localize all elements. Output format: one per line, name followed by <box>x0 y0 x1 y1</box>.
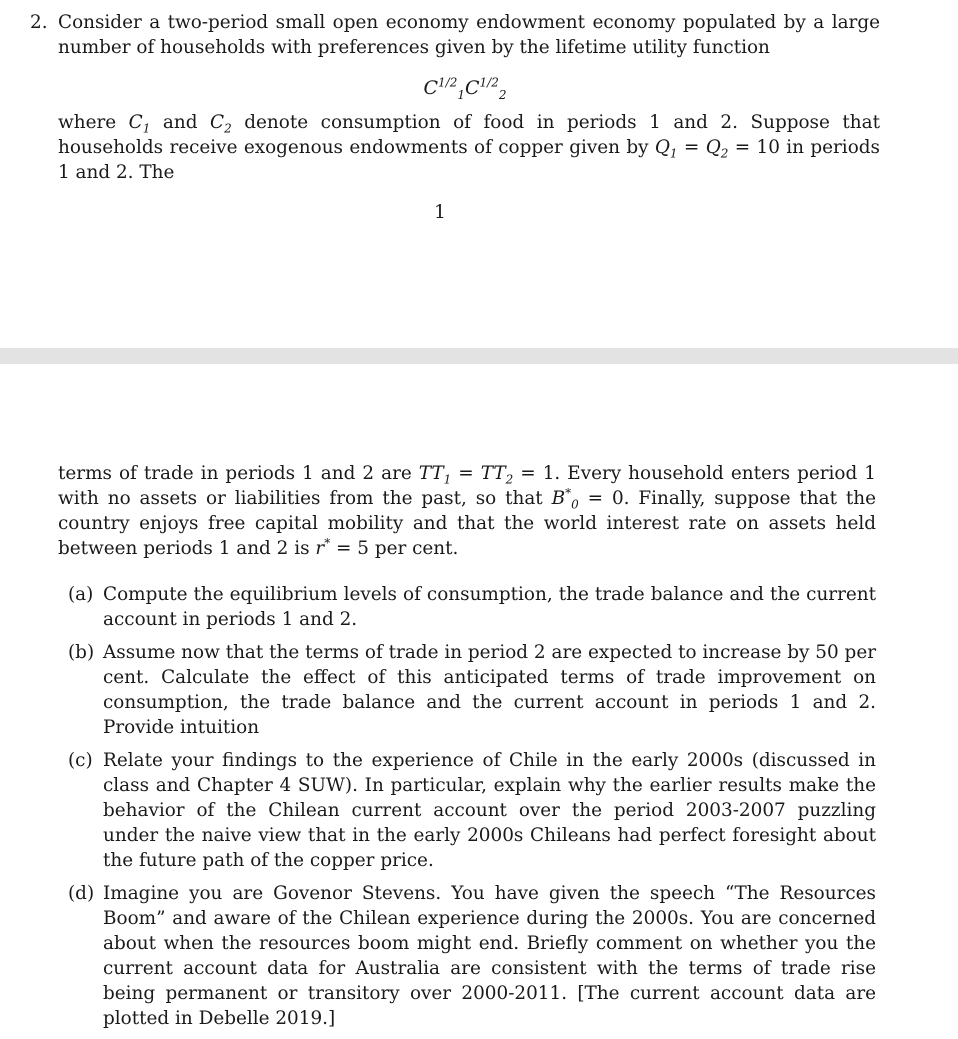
b0-symbol: B <box>551 488 566 509</box>
utility-c1-exponent: 1/2 <box>438 75 458 90</box>
part-a <box>68 582 876 632</box>
part-label: (c) <box>68 750 93 771</box>
cont-text-1: terms of trade in periods 1 and 2 are <box>58 463 419 484</box>
part-label: (a) <box>68 584 94 605</box>
where-c1-symbol: C <box>128 112 143 133</box>
utility-function <box>30 74 880 102</box>
page-break <box>0 348 958 364</box>
q2-subscript: 2 <box>720 146 729 161</box>
utility-c2: C <box>465 77 480 99</box>
tt2 <box>480 463 514 487</box>
q1-subscript: 1 <box>669 146 678 161</box>
question-parts <box>68 582 876 1039</box>
part-label: (d) <box>68 883 95 904</box>
cont-text-4: = 5 per cent. <box>330 538 459 559</box>
r-superscript: * <box>324 535 331 550</box>
tt1 <box>418 463 452 487</box>
intro-text: Consider a two-period small open economy endowment economy populated by a large number of households with preferences given by the lifetime utility function <box>58 12 880 58</box>
endowment-value: = 10 in periods 1 and 2. The <box>58 137 880 183</box>
cont-text-3: = 0. Finally, suppose that the country enjoys free capital mobility and that the world interest rate on assets held between periods 1 and 2 is <box>58 488 876 559</box>
part-text: Relate your findings to the experience of Chile in the early 2000s (discussed in class and Chapter 4 SUW). In particular, explain why the earlier results make the behavior of the Chilean current account over the period 2003-2007 puzzling under the naive view that in the early 2000s Chileans had perfect foresight about the future path of the copper price. <box>103 750 876 871</box>
b0-subscript: 0 <box>571 497 579 512</box>
tt2-subscript: 2 <box>505 472 514 487</box>
where-c2-subscript: 2 <box>224 121 232 136</box>
equals-a: = <box>451 463 481 484</box>
where-c1-subscript: 1 <box>142 121 151 136</box>
question-number: 2. <box>30 12 48 33</box>
q1 <box>654 137 678 161</box>
utility-c2-subscript: 2 <box>498 87 507 102</box>
page-1 <box>0 0 958 348</box>
b0 <box>551 485 579 512</box>
part-c <box>68 748 876 873</box>
part-text: Assume now that the terms of trade in period 2 are expected to increase by 50 per cent. Calculate the effect of this anticipated terms of trade improvement on consumption, the trade balance and the current account in periods 1 and 2. Provide intuition <box>103 642 876 738</box>
tt1-symbol: TT <box>418 463 444 484</box>
question-2 <box>30 10 880 185</box>
page-2 <box>0 364 958 1029</box>
tt2-symbol: TT <box>480 463 506 484</box>
where-and: and <box>150 112 211 133</box>
question-intro <box>58 10 880 60</box>
r-star <box>315 535 331 559</box>
equals-1: = <box>677 137 706 158</box>
utility-c1: C <box>423 77 439 99</box>
utility-c1-subscript: 1 <box>457 87 465 102</box>
b0-superscript: * <box>565 485 572 500</box>
q2-symbol: Q <box>705 137 721 158</box>
where-c1 <box>128 112 151 136</box>
part-text: Imagine you are Govenor Stevens. You have given the speech “The Resources Boom” and aware of the Chilean experience during the 2000s. You are concerned about when the resources boom might end. Briefly comment on whether you the current account data for Australia are consistent with the terms of trade rise being permanent or transitory over 2000-2011. [The current account data are plotted in Debelle 2019.] <box>103 883 876 1029</box>
continuation-paragraph <box>58 461 876 561</box>
r-symbol: r <box>315 538 325 559</box>
where-paragraph <box>58 110 880 185</box>
part-d <box>68 881 876 1031</box>
part-text: Compute the equilibrium levels of consumption, the trade balance and the current account in periods 1 and 2. <box>103 584 876 630</box>
where-c2 <box>210 112 232 136</box>
utility-c2-exponent: 1/2 <box>479 75 499 90</box>
cont-text-2: = 1. Every household enters period 1 with no assets or liabilities from the past, so that <box>58 463 876 509</box>
where-text-2: denote consumption of food in periods 1 and 2. Suppose that households receive exogenous endowments of copper given by <box>58 112 880 158</box>
q2 <box>705 137 729 161</box>
where-c2-symbol: C <box>210 112 225 133</box>
tt1-subscript: 1 <box>443 472 452 487</box>
q1-symbol: Q <box>654 137 670 158</box>
where-text-1: where <box>58 112 129 133</box>
page-number: 1 <box>434 202 446 223</box>
part-label: (b) <box>68 642 95 663</box>
part-b <box>68 640 876 740</box>
